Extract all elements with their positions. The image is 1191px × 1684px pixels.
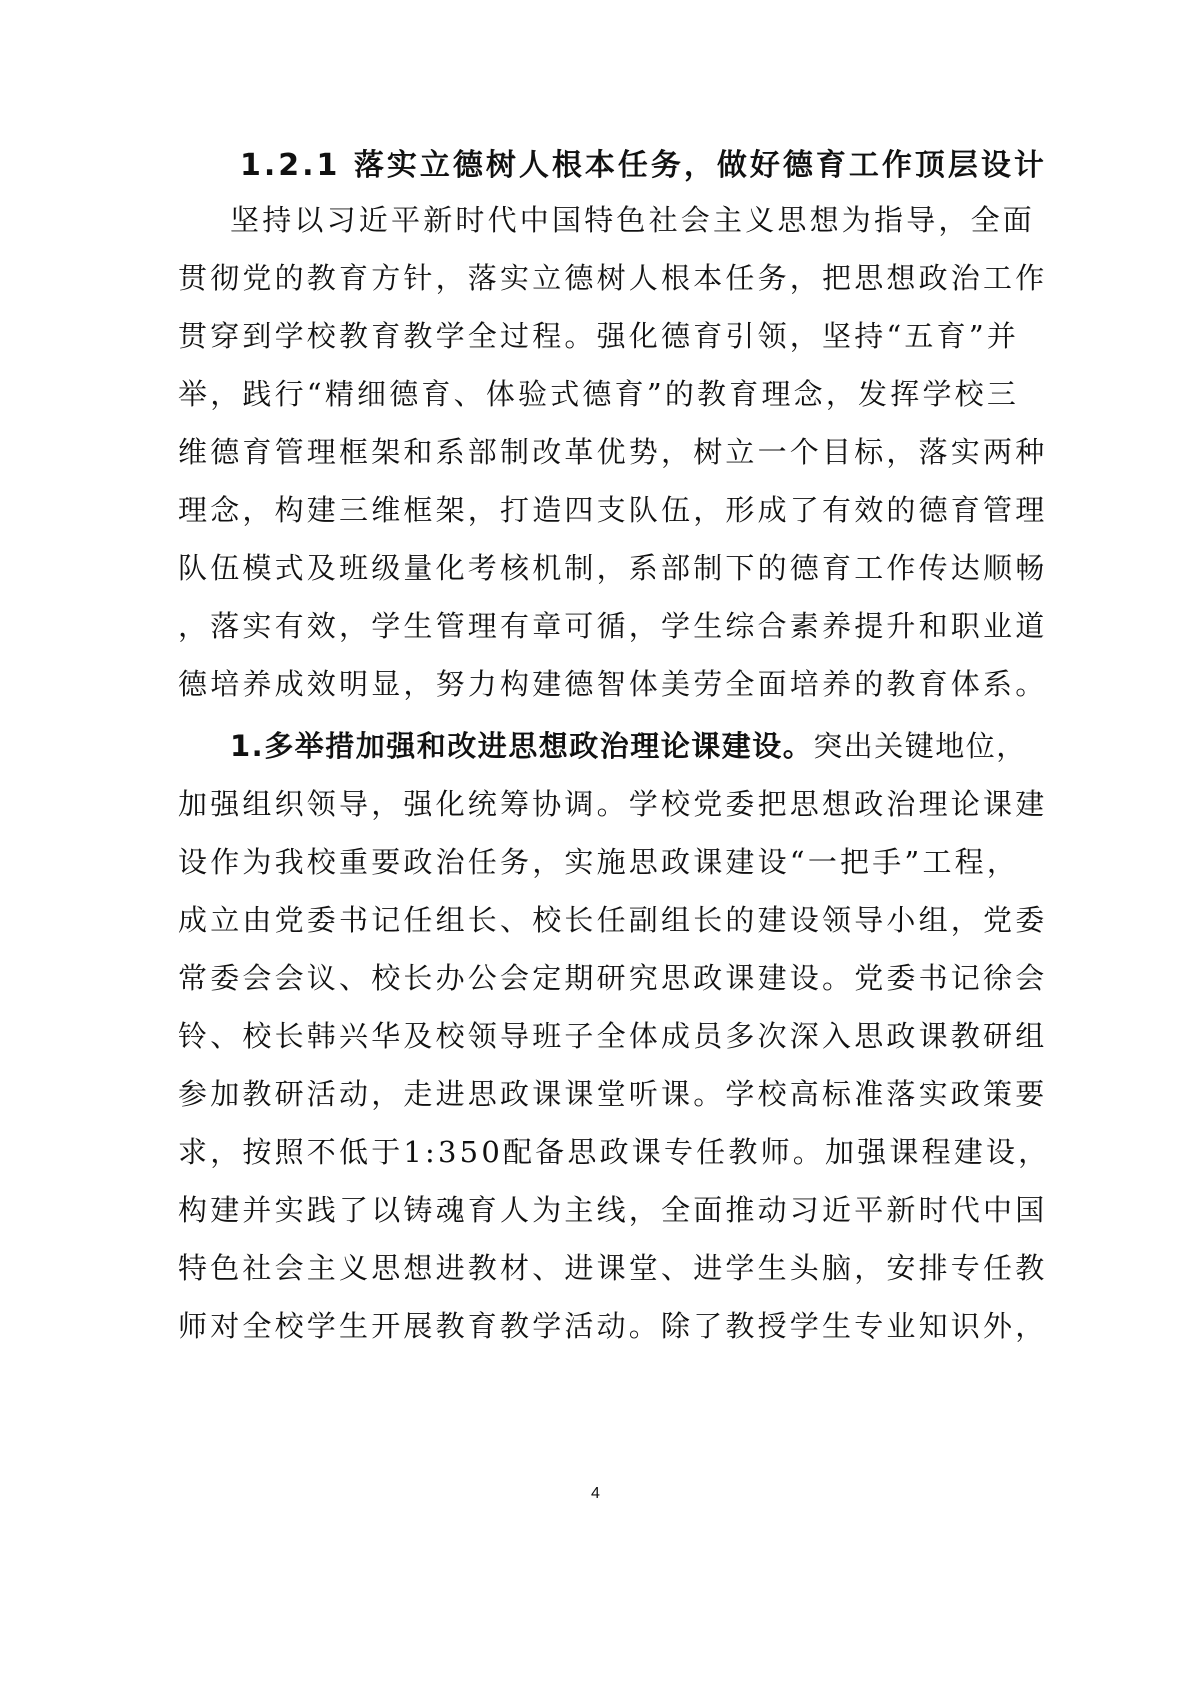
paragraph-2-line: 参加教研活动，走进思政课课堂听课。学校高标准落实政策要 [178,1077,1048,1111]
paragraph-1-line: 贯彻党的教育方针，落实立德树人根本任务，把思想政治工作 [178,261,1048,295]
paragraph-1-line: 维德育管理框架和系部制改革优势，树立一个目标，落实两种 [178,435,1048,469]
paragraph-1-line: 贯穿到学校教育教学全过程。强化德育引领，坚持“五育”并 [178,319,1020,353]
paragraph-2-line: 成立由党委书记任组长、校长任副组长的建设领导小组，党委 [178,903,1048,937]
paragraph-1-line: ，落实有效，学生管理有章可循，学生综合素养提升和职业道 [178,609,1048,643]
paragraph-1-line: 举，践行“精细德育、体验式德育”的教育理念，发挥学校三 [178,377,1020,411]
paragraph-1-line: 理念，构建三维框架，打造四支队伍，形成了有效的德育管理 [178,493,1048,527]
paragraph-2-line: 求，按照不低于1:350配备思政课专任教师。加强课程建设， [178,1135,1051,1169]
paragraph-2-first-line [230,724,1027,765]
paragraph-2-line: 常委会会议、校长办公会定期研究思政课建设。党委书记徐会 [178,961,1048,995]
paragraph-2-line: 构建并实践了以铸魂育人为主线，全面推动习近平新时代中国 [178,1193,1048,1227]
paragraph-2-line: 设作为我校重要政治任务，实施思政课建设“一把手”工程， [178,845,1020,879]
paragraph-2-line: 师对全校学生开展教育教学活动。除了教授学生专业知识外， [178,1309,1048,1343]
paragraph-2-line: 特色社会主义思想进教材、进课堂、进学生头脑，安排专任教 [178,1251,1048,1285]
section-heading: 1.2.1 落实立德树人根本任务，做好德育工作顶层设计 [240,148,1047,183]
paragraph-1-line: 坚持以习近平新时代中国特色社会主义思想为指导，全面 [230,203,1036,237]
paragraph-1-line: 德培养成效明显，努力构建德智体美劳全面培养的教育体系。 [178,667,1048,701]
paragraph-2-lead-rest: 突出关键地位， [813,729,1027,763]
paragraph-2-lead-bold: 1.多举措加强和改进思想政治理论课建设。 [230,729,814,763]
paragraph-1-line: 队伍模式及班级量化考核机制，系部制下的德育工作传达顺畅 [178,551,1048,585]
paragraph-2-line: 铃、校长韩兴华及校领导班子全体成员多次深入思政课教研组 [178,1019,1048,1053]
paragraph-2-line: 加强组织领导，强化统筹协调。学校党委把思想政治理论课建 [178,787,1048,821]
page-number: 4 [591,1485,600,1502]
